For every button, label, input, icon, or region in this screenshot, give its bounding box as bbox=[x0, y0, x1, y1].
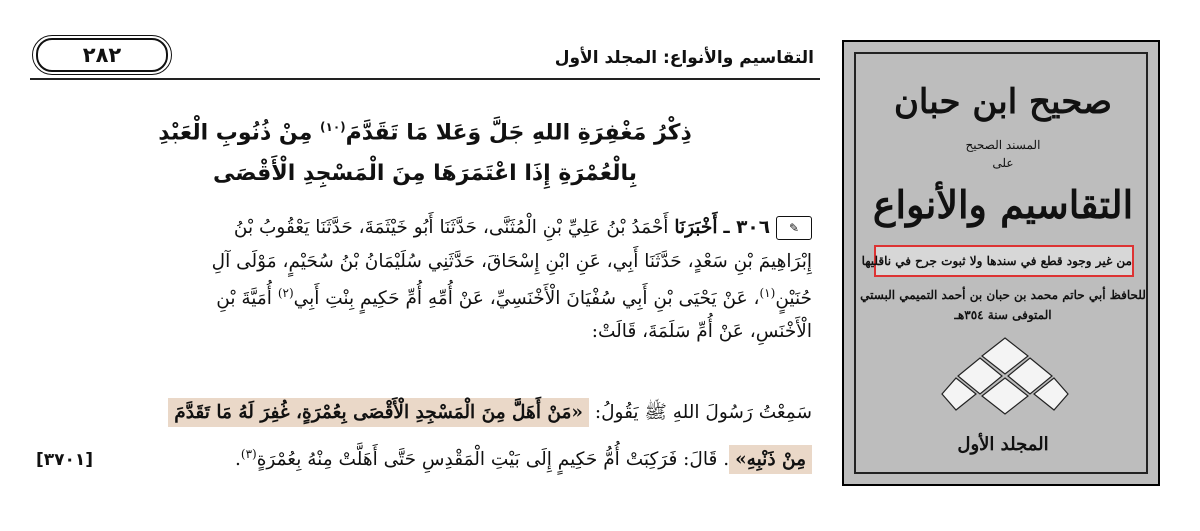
hadith-line-2: إِبْرَاهِيمَ بْنِ سَعْدٍ، حَدَّثَنَا أَبِي، عَنِ ابْنِ إِسْحَاقَ، حَدَّثَنِي سُلَيْمَانُ بْنُ سُحَيْمٍ، مَوْلَى آلِ bbox=[211, 251, 812, 272]
hadith-line-4: الْأَخْنَسِ، عَنْ أُمِّ سَلَمَةَ، قَالَتْ: bbox=[591, 321, 812, 342]
puzzle-emblem-icon bbox=[940, 334, 1070, 424]
book-cover bbox=[842, 40, 1160, 486]
highlighted-quote-part1: «مَنْ أَهَلَّ مِنَ الْمَسْجِدِ الْأَقْصَى بِعُمْرَةٍ، غُفِرَ لَهُ مَا تَقَدَّمَ bbox=[168, 398, 589, 427]
cover-logo: صحيح ابن حبان bbox=[893, 82, 1113, 122]
hadith-number: ٣٠٦ ـ bbox=[723, 217, 770, 238]
cover-author: للحافظ أبي حاتم محمد بن حبان بن أحمد التميمي البستي bbox=[860, 288, 1146, 302]
hadith-line3b: ، عَنْ يَحْيَى بْنِ أَبِي سُفْيَانَ الْأَخْنَسِيِّ، عَنْ أُمِّهِ أُمِّ حَكِيمٍ بِنْتِ أَبِي bbox=[293, 288, 760, 310]
chapter-line1b-text: مِنْ ذُنُوبِ الْعَبْدِ bbox=[158, 120, 313, 146]
hadith-line3c: أُمَيَّةَ بْنِ bbox=[216, 288, 272, 310]
cover-frame bbox=[854, 52, 1148, 474]
hadith-line6-end: . bbox=[234, 449, 241, 471]
highlighted-quote-part2: مِنْ ذَنْبِهِ» bbox=[729, 445, 812, 474]
hadith-line-5 bbox=[30, 402, 812, 438]
book-page bbox=[30, 30, 820, 500]
footnote-marker-2: (٢) bbox=[277, 286, 294, 300]
hadith-akhbarana: أَخْبَرَنَا bbox=[674, 217, 718, 238]
hadith-line3a: حُنَيْنٍ bbox=[775, 288, 812, 310]
running-title: التقاسيم والأنواع: المجلد الأول bbox=[554, 48, 814, 68]
hadith-line-1 bbox=[30, 216, 812, 240]
page-number: ٢٨٢ bbox=[36, 38, 168, 72]
cover-subtitle-2: على bbox=[992, 156, 1014, 170]
hadith-line-3 bbox=[30, 286, 812, 309]
cover-volume: المجلد الأول bbox=[957, 434, 1049, 455]
cover-death-date: المتوفى سنة ٣٥٤هـ bbox=[954, 308, 1052, 322]
chapter-footnote-marker: (١٠) bbox=[320, 120, 346, 134]
book-marker-icon: ✎ bbox=[776, 216, 812, 240]
cover-tagline-box: من غير وجود قطع في سندها ولا ثبوت جرح في ناقليها bbox=[874, 245, 1134, 277]
hadith-line-6 bbox=[30, 447, 812, 483]
cover-subtitle-1: المسند الصحيح bbox=[965, 138, 1041, 152]
hadith-line6-rest: . قَالَ: فَرَكِبَتْ أُمُّ حَكِيمٍ إِلَى بَيْتِ الْمَقْدِسِ حَتَّى أَهَلَّتْ مِنْهُ بِعُمْرَةٍ bbox=[256, 449, 730, 471]
cover-title: التقاسيم والأنواع bbox=[872, 182, 1134, 227]
hadith-line5-intro: سَمِعْتُ رَسُولَ اللهِ ﷺ يَقُولُ: bbox=[594, 402, 812, 423]
hadith-reference: [٣٧٠١] bbox=[36, 450, 94, 470]
chapter-heading-line1 bbox=[30, 120, 820, 145]
chapter-heading-line2: بِالْعُمْرَةِ إِذَا اعْتَمَرَهَا مِنَ الْمَسْجِدِ الْأَقْصَى bbox=[213, 161, 637, 186]
footnote-marker-1: (١) bbox=[759, 286, 776, 300]
footnote-marker-3: (٣) bbox=[240, 447, 257, 461]
chapter-line1-text: ذِكْرُ مَغْفِرَةِ اللهِ جَلَّ وَعَلا مَا تَقَدَّمَ bbox=[345, 120, 692, 146]
hadith-line1-text: أَحْمَدُ بْنُ عَلِيِّ بْنِ الْمُثَنَّى، حَدَّثَنَا أَبُو خَيْثَمَةَ، حَدَّثَنَا يَعْقُوبُ بْنُ bbox=[233, 217, 669, 238]
